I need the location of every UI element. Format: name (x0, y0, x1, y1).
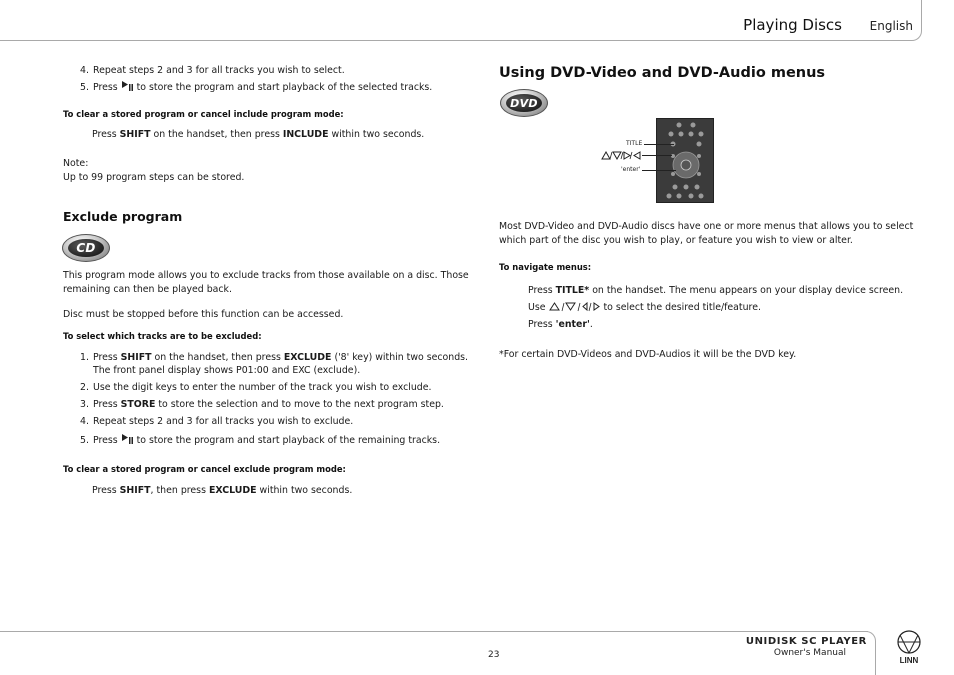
cd-badge-icon: CD (62, 234, 110, 262)
remote-title-label: TITLE (626, 140, 643, 147)
product-name: UNIDISK SC PLAYER (745, 636, 867, 647)
manual-label: Owner's Manual (773, 648, 846, 658)
page-title: Playing Discs (743, 16, 842, 34)
remote-handset-illustration (656, 118, 714, 203)
clear-include-heading: To clear a stored program or cancel include program mode: (63, 109, 344, 119)
enter-leader-line (642, 170, 676, 171)
play-pause-icon (121, 433, 134, 445)
page-number: 23 (488, 650, 500, 660)
title-leader-line (644, 144, 674, 145)
nav-step-enter: Press 'enter'. (528, 319, 593, 330)
disc-stopped-text: Disc must be stopped before this function can be accessed. (63, 309, 344, 320)
list-item: 3. Press STORE to store the selection and to move to the next program step. (80, 399, 444, 410)
note-label: Note: (63, 158, 89, 169)
select-excluded-heading: To select which tracks are to be excluded: (63, 331, 262, 341)
language-label: English (869, 19, 913, 33)
footer-rule (0, 631, 868, 632)
list-item: 1. Press SHIFT on the handset, then press EXCLUDE ('8' key) within two seconds. (80, 352, 469, 363)
svg-text:LINN: LINN (899, 656, 919, 665)
header-rule (0, 40, 912, 41)
list-item: 5. Press to store the program and start playback of the selected tracks. (80, 82, 433, 93)
clear-include-text: Press SHIFT on the handset, then press INCLUDE within two seconds. (92, 129, 425, 140)
list-item: 4. Repeat steps 2 and 3 for all tracks you wish to exclude. (80, 416, 354, 427)
note-text: Up to 99 program steps can be stored. (63, 172, 245, 183)
dvd-intro-line2: which part of the disc you wish to play, or feature you wish to view or alter. (499, 235, 853, 246)
play-pause-icon (121, 80, 134, 92)
arrow-keys-icon (549, 302, 601, 312)
exclude-program-heading: Exclude program (63, 209, 183, 224)
list-item: 5. Press to store the program and start playback of the remaining tracks. (80, 435, 441, 446)
clear-exclude-text: Press SHIFT, then press EXCLUDE within two seconds. (92, 485, 353, 496)
dvd-intro-line1: Most DVD-Video and DVD-Audio discs have one or more menus that allows you to select (499, 221, 914, 232)
arrows-leader-line (642, 155, 672, 156)
navigate-menus-heading: To navigate menus: (499, 262, 592, 272)
dvd-menus-heading: Using DVD-Video and DVD-Audio menus (499, 65, 826, 81)
remote-buttons-icon (657, 119, 715, 204)
list-item: 4. Repeat steps 2 and 3 for all tracks you wish to select. (80, 65, 345, 76)
dvd-footnote: *For certain DVD-Videos and DVD-Audios it will be the DVD key. (499, 349, 797, 360)
clear-exclude-heading: To clear a stored program or cancel exclude program mode: (63, 464, 346, 474)
exclude-intro-line2: remaining can then be played back. (63, 284, 232, 295)
arrow-keys-icon (601, 151, 641, 160)
linn-logo-icon (893, 628, 925, 666)
remote-enter-label: 'enter' (621, 166, 641, 173)
dvd-badge-icon: DVD (500, 89, 548, 117)
nav-step-title: Press TITLE* on the handset. The menu appears on your display device screen. (528, 285, 904, 296)
list-item: 2. Use the digit keys to enter the number of the track you wish to exclude. (80, 382, 432, 393)
list-item-continuation: The front panel display shows P01:00 and EXC (exclude). (93, 365, 361, 376)
nav-step-arrows: Use to select the desired title/feature. (528, 302, 761, 313)
exclude-intro-line1: This program mode allows you to exclude tracks from those available on a disc. Those (63, 270, 469, 281)
